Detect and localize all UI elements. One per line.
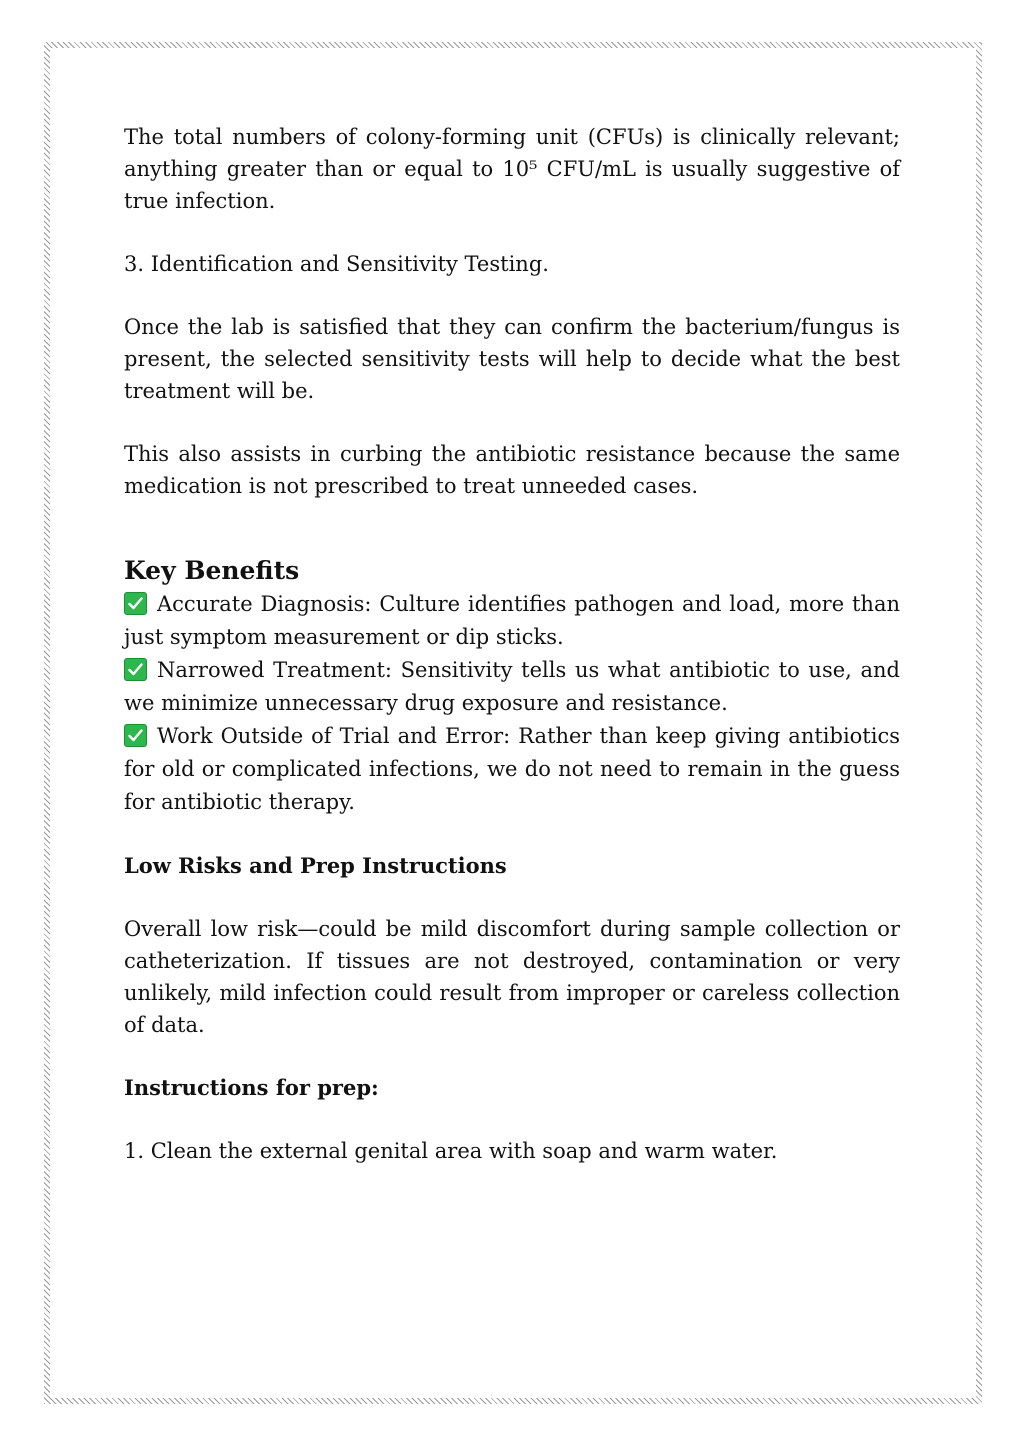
benefit-text: Work Outside of Trial and Error: Rather than keep giving antibiotics for old or complicated infections, we do not need to remain in the guess for antibiotic therapy. [124,724,900,814]
benefit-text: Accurate Diagnosis: Culture identifies pathogen and load, more than just symptom measurement or dip sticks. [124,592,900,649]
prep-heading: Instructions for prep: [124,1075,379,1100]
benefit-text: Narrowed Treatment: Sensitivity tells us what antibiotic to use, and we minimize unnecessary drug exposure and resistance. [124,658,900,715]
benefit-item [124,588,900,654]
benefit-item [124,654,900,720]
confirm-paragraph: Once the lab is satisfied that they can confirm the bacterium/fungus is present, the selected sensitivity tests will help to decide what the best treatment will be. [124,315,900,403]
risks-paragraph: Overall low risk—could be mild discomfort during sample collection or catheterization. If tissues are not destroyed, contamination or very unlikely, mild infection could result from improper or careless collection of data. [124,917,900,1037]
check-mark-icon [124,724,147,747]
check-mark-icon [124,658,147,681]
benefit-item [124,720,900,819]
step-3-heading: 3. Identification and Sensitivity Testing. [124,252,549,276]
key-benefits-heading: Key Benefits [124,556,300,585]
resistance-paragraph: This also assists in curbing the antibiotic resistance because the same medication is not prescribed to treat unneeded cases. [124,442,900,498]
document-body [124,121,900,1167]
prep-step-1: 1. Clean the external genital area with soap and warm water. [124,1139,778,1163]
risks-heading: Low Risks and Prep Instructions [124,853,507,878]
cfu-paragraph: The total numbers of colony-forming unit (CFUs) is clinically relevant; anything greater than or equal to 10⁵ CFU/mL is usually suggestive of true infection. [124,125,900,213]
check-mark-icon [124,592,147,615]
